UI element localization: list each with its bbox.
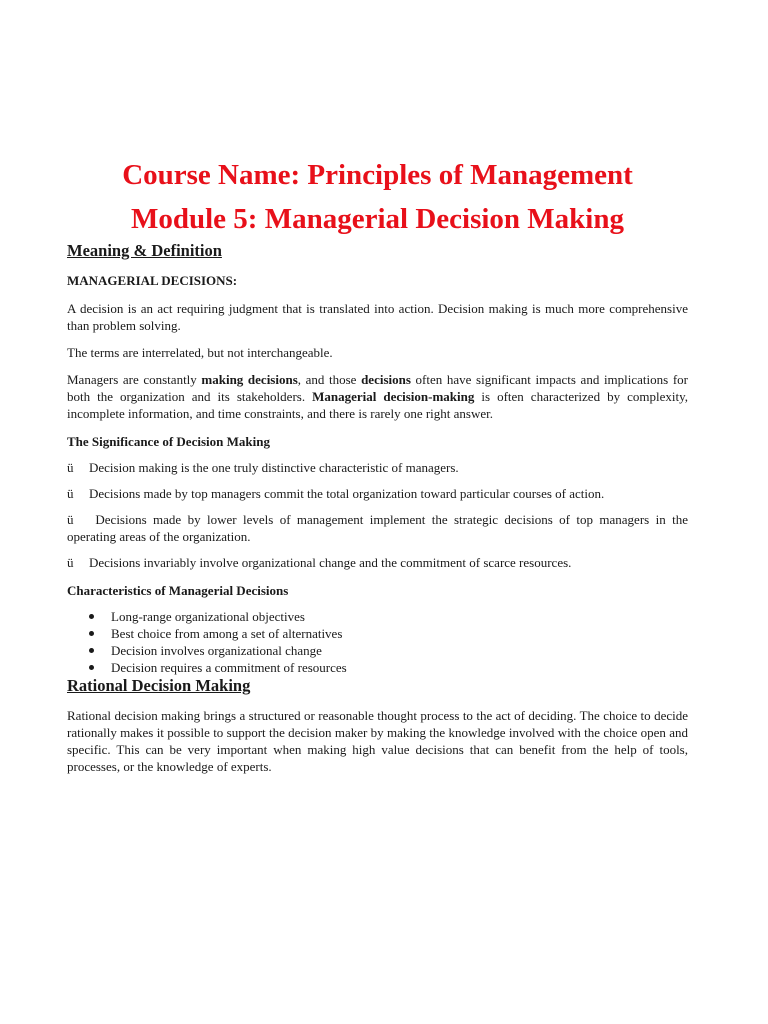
- significance-item: [67, 459, 688, 476]
- document-title: [67, 0, 688, 241]
- managerial-decision-making-bold: Managerial decision-making: [312, 389, 475, 404]
- meaning-definition-heading: Meaning & Definition: [67, 241, 222, 260]
- significance-item-text: Decisions made by lower levels of management implement the strategic decisions of top managers in the operating areas of the organization.: [67, 512, 688, 544]
- managers-text-3: often have significant impacts and implications for both the organization and its stakeholders.: [67, 372, 688, 404]
- interrelated-paragraph: The terms are interrelated, but not interchangeable.: [67, 345, 333, 360]
- managers-text-1: Managers are constantly: [67, 372, 202, 387]
- list-item: [89, 608, 688, 625]
- managers-paragraph: [67, 371, 688, 422]
- characteristic-text: Best choice from among a set of alternatives: [111, 626, 343, 641]
- significance-item-text: Decisions made by top managers commit the total organization toward particular courses of action.: [89, 486, 605, 501]
- significance-item-text: Decision making is the one truly distinctive characteristic of managers.: [89, 460, 459, 475]
- managers-text-4: is often characterized by complexity, incomplete information, and time constraints, and there is rarely one right answer.: [67, 389, 688, 421]
- characteristic-text: Decision involves organizational change: [111, 643, 322, 658]
- characteristic-text: Decision requires a commitment of resources: [111, 660, 347, 675]
- bullet-icon: [89, 631, 94, 636]
- bullet-icon: [89, 648, 94, 653]
- decision-definition-paragraph: A decision is an act requiring judgment that is translated into action. Decision making is much more comprehensive than problem solving.: [67, 301, 688, 333]
- significance-heading: The Significance of Decision Making: [67, 434, 270, 449]
- list-item: [89, 625, 688, 642]
- rational-decision-making-heading: Rational Decision Making: [67, 676, 251, 695]
- check-mark-icon: ü: [67, 460, 74, 475]
- module-title: Module 5: Managerial Decision Making: [131, 203, 624, 235]
- bullet-icon: [89, 665, 94, 670]
- course-name-title: Course Name: Principles of Management: [122, 159, 633, 191]
- managers-text-2: , and those: [297, 372, 362, 387]
- significance-item: [67, 485, 688, 502]
- characteristics-list: [67, 608, 688, 676]
- check-mark-icon: ü: [67, 555, 74, 570]
- bullet-icon: [89, 614, 94, 619]
- significance-list: [67, 459, 688, 571]
- decisions-bold: decisions: [361, 372, 411, 387]
- making-decisions-bold: making decisions: [201, 372, 298, 387]
- significance-item: [67, 511, 688, 545]
- significance-item-text: Decisions invariably involve organizational change and the commitment of scarce resources.: [89, 555, 572, 570]
- check-mark-icon: ü: [67, 486, 74, 501]
- characteristics-heading: Characteristics of Managerial Decisions: [67, 583, 289, 598]
- significance-item: [67, 554, 688, 571]
- rational-paragraph: Rational decision making brings a structured or reasonable thought process to the act of deciding. The choice to decide rationally makes it possible to support the decision maker by making the knowledge involved with the choice open and specific. This can be very important when making high value decisions that can benefit from the help of tools, processes, or the knowledge of experts.: [67, 708, 688, 774]
- managerial-decisions-subheading: MANAGERIAL DECISIONS:: [67, 273, 238, 288]
- list-item: [89, 642, 688, 659]
- characteristic-text: Long-range organizational objectives: [111, 609, 305, 624]
- list-item: [89, 659, 688, 676]
- check-mark-icon: ü: [67, 512, 74, 527]
